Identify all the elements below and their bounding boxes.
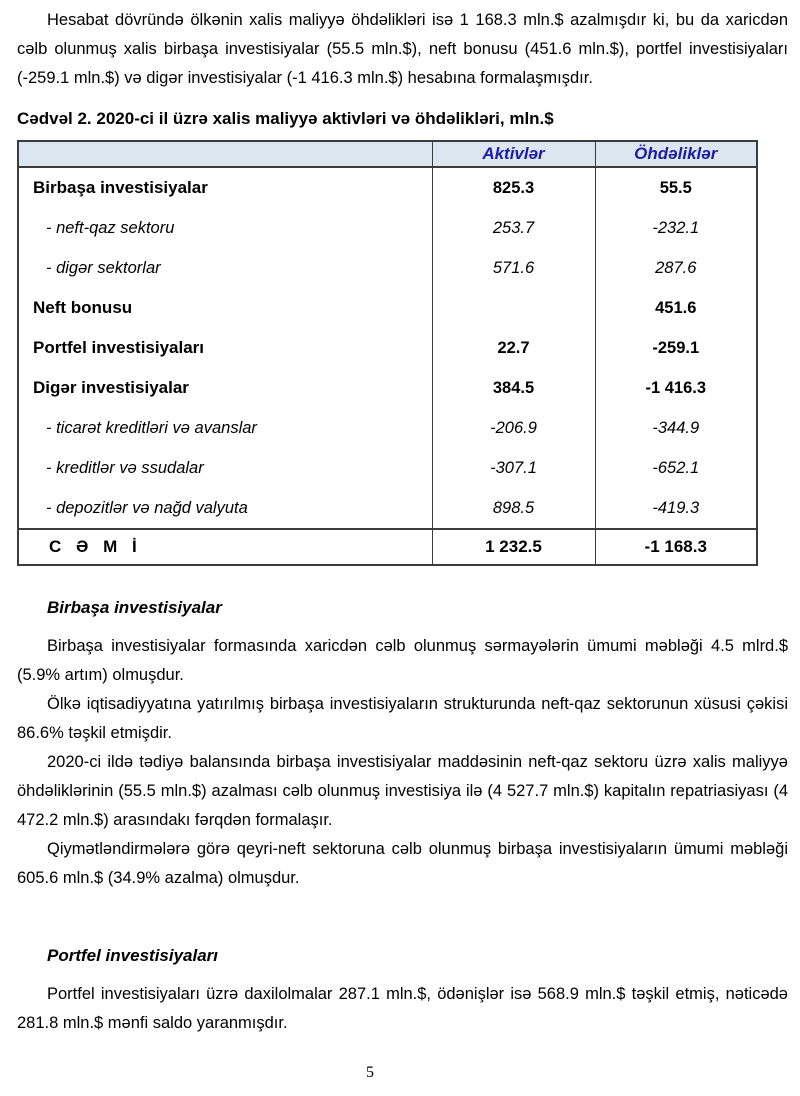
table-row bbox=[18, 328, 757, 368]
section-paragraph: Portfel investisiyaları üzrə daxilolmalar 287.1 mln.$, ödənişlər isə 568.9 mln.$ təşkil etmiş, nəticədə 281.8 mln.$ mənfi saldo yaranmışdır. bbox=[17, 985, 788, 1032]
total-assets-value: 1 232.5 bbox=[432, 529, 595, 565]
table-total-row bbox=[18, 529, 757, 565]
row-label: - depozitlər və nağd valyuta bbox=[18, 488, 432, 529]
row-label: - kreditlər və ssudalar bbox=[18, 448, 432, 488]
section-paragraph: Qiymətləndirmələrə görə qeyri-neft sektoruna cəlb olunmuş birbaşa investisiyaların ümumi məbləği 605.6 mln.$ (34.9% azalma) olmuşdur. bbox=[17, 840, 788, 887]
row-assets-value bbox=[432, 288, 595, 328]
row-label: Digər investisiyalar bbox=[18, 368, 432, 408]
table-caption: Cədvəl 2. 2020-ci il üzrə xalis maliyyə aktivləri və öhdəlikləri, mln.$ bbox=[17, 109, 554, 128]
total-liabilities-value: -1 168.3 bbox=[595, 529, 757, 565]
row-label: - neft-qaz sektoru bbox=[18, 208, 432, 248]
table-row bbox=[18, 248, 757, 288]
row-label: Birbaşa investisiyalar bbox=[18, 167, 432, 208]
row-assets-value: 571.6 bbox=[432, 248, 595, 288]
row-liabilities-value: -652.1 bbox=[595, 448, 757, 488]
row-assets-value: 22.7 bbox=[432, 328, 595, 368]
row-assets-value: -307.1 bbox=[432, 448, 595, 488]
page-number: 5 bbox=[366, 1064, 374, 1081]
row-liabilities-value: 55.5 bbox=[595, 167, 757, 208]
section-paragraph: Birbaşa investisiyalar formasında xaricdən cəlb olunmuş sərmayələrin ümumi məbləği 4.5 mlrd.$ (5.9% artım) olmuşdur. bbox=[17, 637, 788, 684]
row-assets-value: 825.3 bbox=[432, 167, 595, 208]
row-label: Portfel investisiyaları bbox=[18, 328, 432, 368]
row-liabilities-value: -419.3 bbox=[595, 488, 757, 529]
section-heading-direct-investments: Birbaşa investisiyalar bbox=[47, 598, 222, 617]
table-row bbox=[18, 208, 757, 248]
row-liabilities-value: 451.6 bbox=[595, 288, 757, 328]
row-liabilities-value: -232.1 bbox=[595, 208, 757, 248]
row-label: - digər sektorlar bbox=[18, 248, 432, 288]
table-row bbox=[18, 167, 757, 208]
row-liabilities-value: -1 416.3 bbox=[595, 368, 757, 408]
row-assets-value: -206.9 bbox=[432, 408, 595, 448]
row-label: - ticarət kreditləri və avanslar bbox=[18, 408, 432, 448]
header-cell-liabilities: Öhdəliklər bbox=[595, 141, 757, 167]
row-assets-value: 253.7 bbox=[432, 208, 595, 248]
table-header-row bbox=[18, 141, 757, 167]
table-row bbox=[18, 288, 757, 328]
total-label: C Ə M İ bbox=[18, 529, 432, 565]
section-paragraph: Ölkə iqtisadiyyatına yatırılmış birbaşa investisiyaların strukturunda neft-qaz sektorunun xüsusi çəkisi 86.6% təşkil etmişdir. bbox=[17, 695, 788, 742]
row-liabilities-value: -344.9 bbox=[595, 408, 757, 448]
row-label: Neft bonusu bbox=[18, 288, 432, 328]
header-cell-assets: Aktivlər bbox=[432, 141, 595, 167]
section-heading-portfolio-investments: Portfel investisiyaları bbox=[47, 946, 219, 965]
intro-paragraph: Hesabat dövründə ölkənin xalis maliyyə öhdəlikləri isə 1 168.3 mln.$ azalmışdır ki, bu da xaricdən cəlb olunmuş xalis birbaşa investisiyalar (55.5 mln.$), neft bonusu (451.6 mln.$), portfel investisiyaları (-259.1 mln.$) və digər investisiyalar (-1 416.3 mln.$) hesabına formalaşmışdır. bbox=[17, 11, 788, 87]
header-cell-empty bbox=[18, 141, 432, 167]
row-liabilities-value: -259.1 bbox=[595, 328, 757, 368]
table-row bbox=[18, 488, 757, 529]
table-row bbox=[18, 368, 757, 408]
section-paragraph: 2020-ci ildə tədiyə balansında birbaşa investisiyalar maddəsinin neft-qaz sektoru üzrə xalis maliyyə öhdəliklərinin (55.5 mln.$) azalması cəlb olunmuş investisiya ilə (4 527.7 mln.$) kapitalın repatriasiyası (4 472.2 mln.$) arasındakı fərqdən formalaşır. bbox=[17, 753, 788, 829]
row-assets-value: 898.5 bbox=[432, 488, 595, 529]
row-assets-value: 384.5 bbox=[432, 368, 595, 408]
table-row bbox=[18, 448, 757, 488]
table-row bbox=[18, 408, 757, 448]
row-liabilities-value: 287.6 bbox=[595, 248, 757, 288]
net-financial-assets-table bbox=[17, 140, 758, 566]
